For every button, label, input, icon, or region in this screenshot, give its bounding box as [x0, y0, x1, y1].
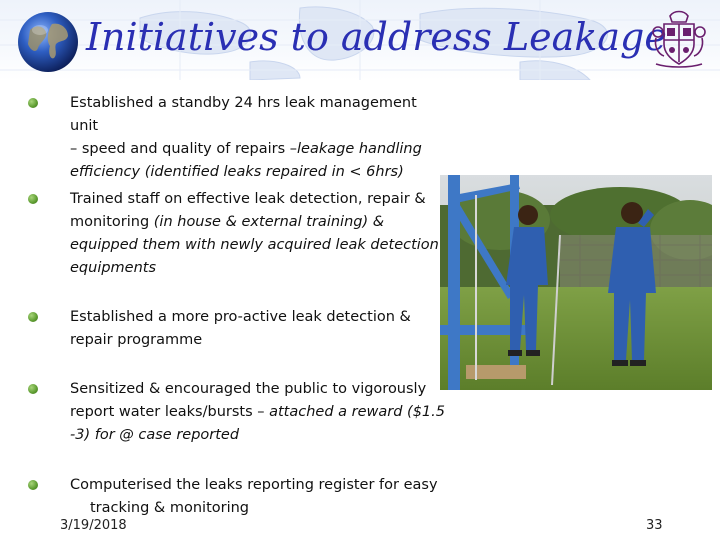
- text-run: report water leaks/bursts –: [70, 404, 265, 420]
- bullet-text: [70, 378, 445, 447]
- bullet-text: [70, 306, 445, 352]
- italic-run: -3) for @ case reported: [70, 427, 240, 443]
- bullet-dot-icon: [28, 194, 38, 204]
- text-run: Established a more pro-active leak detection &: [70, 309, 411, 325]
- bullet-line: [70, 474, 445, 497]
- photo-leak-detection-workers: [440, 175, 712, 390]
- bullet-line: [70, 234, 445, 257]
- bullet-line: [70, 329, 445, 352]
- italic-run: attached a reward ($1.5: [269, 404, 445, 420]
- bullet-line: [70, 257, 445, 280]
- text-run: – speed and quality of repairs –: [70, 141, 298, 157]
- bullet-line: [70, 424, 445, 447]
- bullet-text: [70, 474, 445, 520]
- text-run: Trained staff on effective leak detection, repair &: [70, 191, 426, 207]
- text-run: Computerised the leaks reporting register for easy: [70, 477, 438, 493]
- page-number: 33: [646, 518, 663, 533]
- bullet-line: [70, 378, 445, 401]
- bullet-line: [70, 497, 445, 520]
- bullet-line: [70, 401, 445, 424]
- text-run: Sensitized & encouraged the public to vigorously: [70, 381, 427, 397]
- bullet-dot-icon: [28, 98, 38, 108]
- slide-title: Initiatives to address Leakage: [86, 15, 667, 59]
- italic-run: leakage handling: [297, 141, 422, 157]
- text-run: repair programme: [70, 332, 203, 348]
- bullet-line: [70, 138, 445, 161]
- photo-image: [440, 175, 712, 390]
- italic-run: (in house & external training) &: [153, 214, 385, 230]
- italic-run: equipped them with newly acquired leak detection: [70, 237, 439, 253]
- bullet-line: [70, 92, 445, 138]
- bullet-line: [70, 306, 445, 329]
- text-run: tracking & monitoring: [90, 500, 250, 516]
- bullet-dot-icon: [28, 384, 38, 394]
- bullet-text: [70, 92, 445, 184]
- bullet-dot-icon: [28, 480, 38, 490]
- italic-run: equipments: [70, 260, 157, 276]
- footer-date: 3/19/2018: [60, 518, 127, 533]
- italic-run: efficiency (identified leaks repaired in < 6hrs): [70, 164, 404, 180]
- bullet-dot-icon: [28, 312, 38, 322]
- bullet-line: [70, 211, 445, 234]
- text-run: Established a standby 24 hrs leak management unit: [70, 95, 417, 134]
- text-run: monitoring: [70, 214, 150, 230]
- bullet-line: [70, 188, 445, 211]
- bullet-text: [70, 188, 445, 280]
- bullet-line: [70, 161, 445, 184]
